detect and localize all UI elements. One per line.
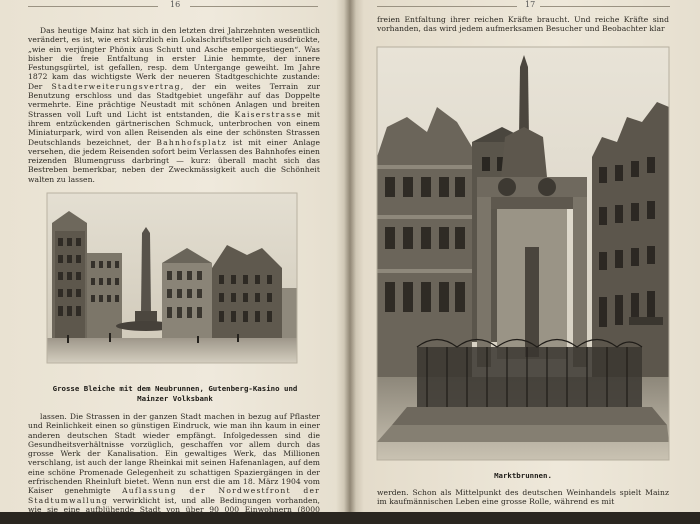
text-run: ist mit einer Anlage versehen, die jedem Reisenden sofort beim Verlassen des Bahnhofes einen reizenden Blumengruss darbringt — kurz: überall macht sich das Bestreben bemerkbar, neben der Zweckmässigkeit auch die Schönheit walten zu lassen. [28, 137, 320, 184]
photo-marktbrunnen [377, 47, 669, 460]
spaced-emphasis: Stadterweiterungsvertrag [51, 81, 181, 91]
spaced-emphasis: Auflassung der Nordwestfront der Stadtumwallung [28, 486, 320, 505]
left-paragraph-2-text [28, 412, 320, 524]
text-run: lassen. Die Strassen in der ganzen Stadt machen in bezug auf Pflaster und Reinlichkeit einen so günstigen Eindruck, wie man ihn kaum in einer anderen deutschen Stadt wieder empfängt. Infolgedessen sind die Gesundheitsverhältnisse vorzüglich, geschaffen vor allem durch das grosse Werk der Kanalisation. Ein gewaltiges Werk, das Millionen verschlang, ist auch der lange Rheinkai mit seinen Hafenanlagen, auf dem eine schöne Promenade Gelegenheit zu schattigen Spaziergängen in der erfrischenden Rheinluft bietet. Wenn nun erst die am 18. März 1904 vom Kaiser genehmigte [28, 412, 320, 496]
marktbrunnen-illustration [377, 47, 669, 460]
left-page [0, 0, 345, 524]
header-rule-left [28, 6, 158, 7]
header-rule-left [377, 6, 517, 7]
right-bottom-text [377, 488, 669, 512]
left-page-number: 16 [170, 0, 181, 9]
right-photo-caption: Marktbrunnen. [494, 471, 552, 480]
photo-grosse-bleiche [47, 193, 297, 363]
spaced-emphasis: Kaiserstrasse [234, 109, 303, 119]
left-paragraph-1 [28, 26, 320, 200]
right-top-text [377, 15, 669, 37]
caption-line-1: Grosse Bleiche mit dem Neubrunnen, Gutenberg-Kasino und [52, 384, 298, 393]
street-scene-illustration [47, 193, 297, 363]
header-rule-right [190, 6, 318, 7]
left-photo-caption [30, 384, 320, 404]
header-rule-right [540, 6, 670, 7]
right-top-paragraph: freien Entfaltung ihrer reichen Kräfte braucht. Und reiche Kräfte sind vorhanden, das wird jedem aufmerksamen Besucher und Beobachter klar [377, 15, 669, 34]
text-run: Das heutige Mainz hat sich in den letzten drei Jahrzehnten wesentlich verändert, es ist, wie erst kürzlich ein Lokalschriftsteller sich ausdrückte, „wie ein verjüngter Phönix aus Schutt und Asche emporgestiegen“. Was bisher die freie Entfaltung in erster Linie hemmte, der innere Festungsgürtel, ist gefallen, resp. dem Untergange geweiht. Im Jahre 1872 kam das wichtigste Werk der neueren Stadtgeschichte zustande: Der [28, 26, 320, 91]
right-page-number: 17 [525, 0, 536, 9]
spaced-emphasis: Bahnhofsplatz [156, 137, 227, 147]
left-paragraph-2 [28, 412, 320, 524]
text-run: mit ihrem entzückenden gärtnerischen Schmuck, unterbrochen von einem Miniaturpark, wird von allen Reisenden als eine der schönsten Strassen Deutschlands bezeichnet, der [28, 109, 320, 147]
caption-line-2: Mainzer Volksbank [137, 394, 213, 403]
text-run: , der ein weites Terrain zur Benutzung erschloss und das Stadtgebiet ungefähr auf das Doppelte vermehrte. Eine prächtige Neustadt mit schönen Anlagen und breiten Strassen voll Luft und Licht ist entstanden, die [28, 81, 321, 119]
right-bottom-paragraph: werden. Schon als Mittelpunkt des deutschen Weinhandels spielt Mainz im kaufmännischen Leben eine grosse Rolle, während es mit [377, 488, 669, 507]
text-run: verwirklicht ist, und alle Bedingungen vorhanden, wie sie eine aufblühende Stadt von über 90 000 Einwohnern (8000 Soldaten) zur [28, 495, 320, 524]
right-page [355, 0, 700, 512]
left-paragraph-1-text [28, 26, 320, 184]
